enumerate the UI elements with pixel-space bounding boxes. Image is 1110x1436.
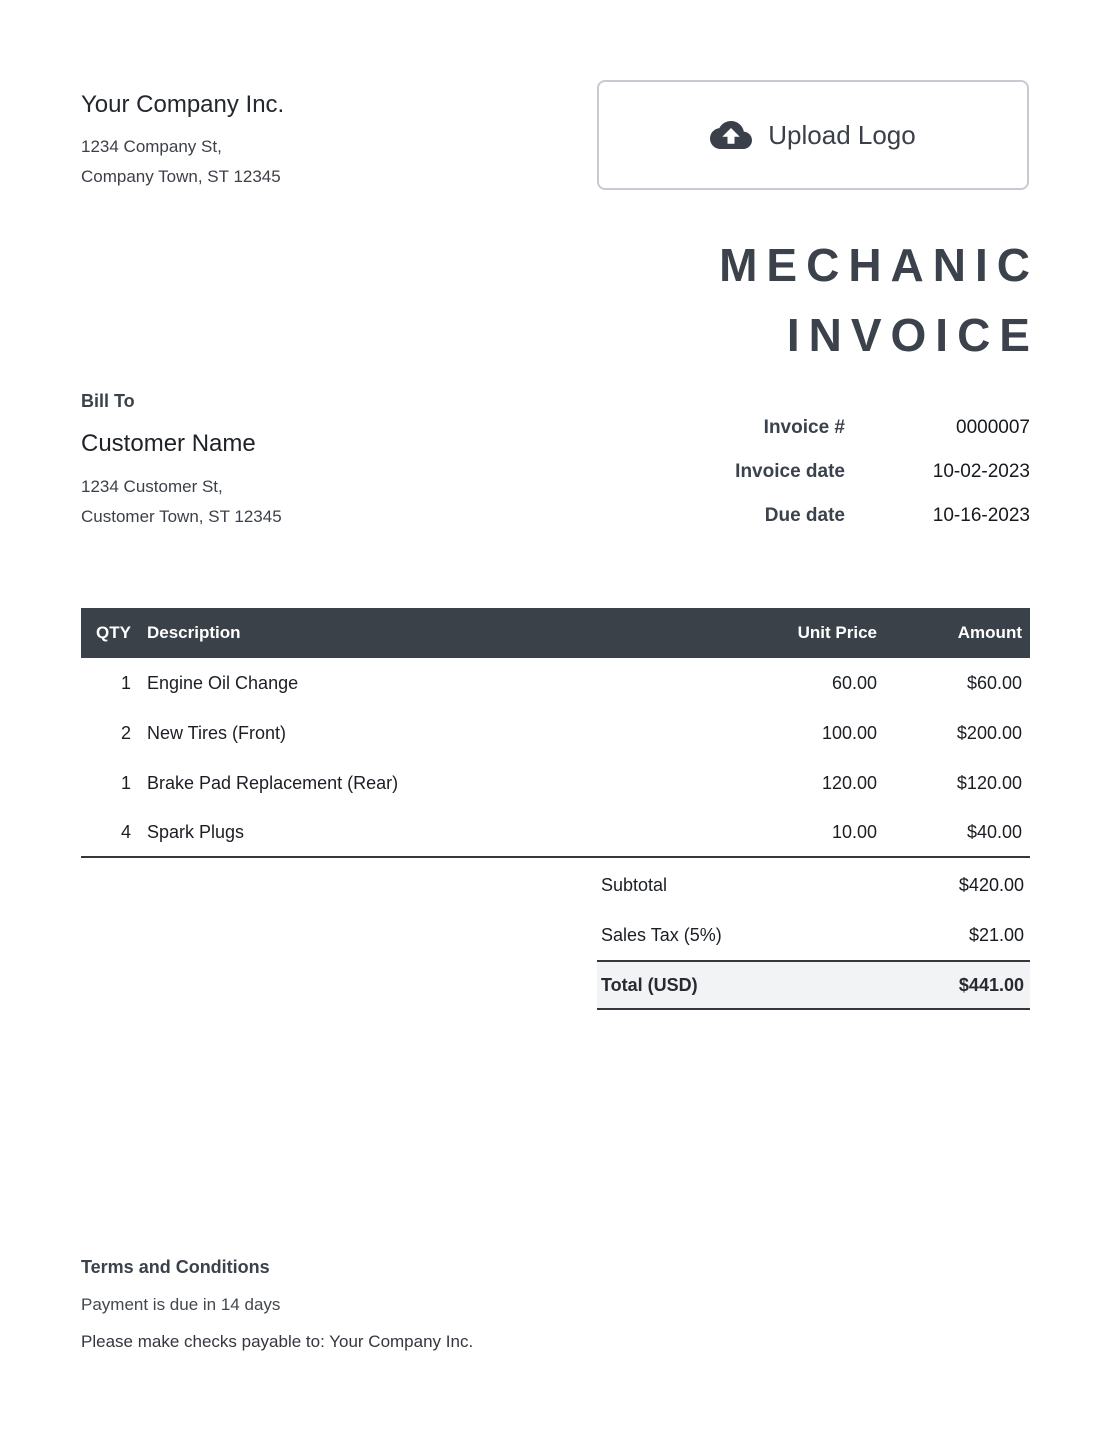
table-row [81,658,1030,708]
bill-to-label: Bill To [81,391,135,411]
amount-cell: $200.00 [956,722,1022,743]
sales-tax-value: $21.00 [968,924,1024,945]
description-cell: New Tires (Front) [147,722,287,743]
amount-cell: $40.00 [966,821,1022,842]
unit-price-cell: 100.00 [821,722,877,743]
table-row [81,758,1030,808]
description-cell: Spark Plugs [147,821,245,842]
subtotal-row [597,860,1030,910]
invoice-number-value: 0000007 [956,417,1030,438]
grand-total-row [597,960,1030,1010]
upload-logo-button[interactable] [597,80,1029,190]
invoice-title-line1: MECHANIC [719,239,1039,291]
description-cell: Brake Pad Replacement (Rear) [147,772,399,793]
totals-section [597,860,1030,1010]
company-name: Your Company Inc. [81,91,285,118]
qty-cell: 1 [120,672,131,693]
invoice-meta [660,406,1030,538]
qty-header: QTY [96,623,131,642]
invoice-number-label: Invoice # [763,417,845,438]
customer-address [81,472,282,532]
customer-name: Customer Name [81,430,256,457]
invoice-title [719,230,1039,370]
unit-price-cell: 60.00 [831,672,877,693]
invoice-number-row [660,406,1030,450]
customer-address-line1: 1234 Customer St, [81,477,223,496]
due-date-label: Due date [764,505,845,526]
company-address [81,132,284,192]
qty-cell: 1 [120,772,131,793]
grand-total-label: Total (USD) [601,974,698,995]
terms-line2: Please make checks payable to: Your Company Inc. [81,1332,474,1351]
table-row [81,808,1030,858]
subtotal-value: $420.00 [958,874,1024,895]
amount-header: Amount [957,623,1022,642]
company-address-line2: Company Town, ST 12345 [81,167,281,186]
subtotal-label: Subtotal [601,874,668,895]
terms-section [81,1255,473,1354]
sales-tax-label: Sales Tax (5%) [601,924,722,945]
company-address-line1: 1234 Company St, [81,137,222,156]
customer-address-line2: Customer Town, ST 12345 [81,507,282,526]
terms-heading: Terms and Conditions [81,1257,270,1277]
company-info [81,90,284,192]
invoice-date-row [660,450,1030,494]
items-table [81,608,1030,858]
grand-total-value: $441.00 [958,974,1024,995]
qty-cell: 2 [120,722,131,743]
upload-logo-label: Upload Logo [768,119,916,150]
unit-price-cell: 10.00 [831,821,877,842]
invoice-date-value: 10-02-2023 [932,461,1030,482]
cloud-upload-icon [710,121,752,149]
amount-cell: $60.00 [966,672,1022,693]
description-cell: Engine Oil Change [147,672,299,693]
table-row [81,708,1030,758]
sales-tax-row [597,910,1030,960]
due-date-value: 10-16-2023 [932,505,1030,526]
invoice-date-label: Invoice date [735,461,845,482]
items-table-header [81,608,1030,658]
qty-cell: 4 [120,821,131,842]
unit-price-header: Unit Price [797,623,877,642]
unit-price-cell: 120.00 [821,772,877,793]
bill-to-section [81,390,282,532]
description-header: Description [147,623,241,642]
amount-cell: $120.00 [956,772,1022,793]
due-date-row [660,494,1030,538]
invoice-title-line2: INVOICE [786,309,1039,361]
terms-line1: Payment is due in 14 days [81,1295,281,1314]
